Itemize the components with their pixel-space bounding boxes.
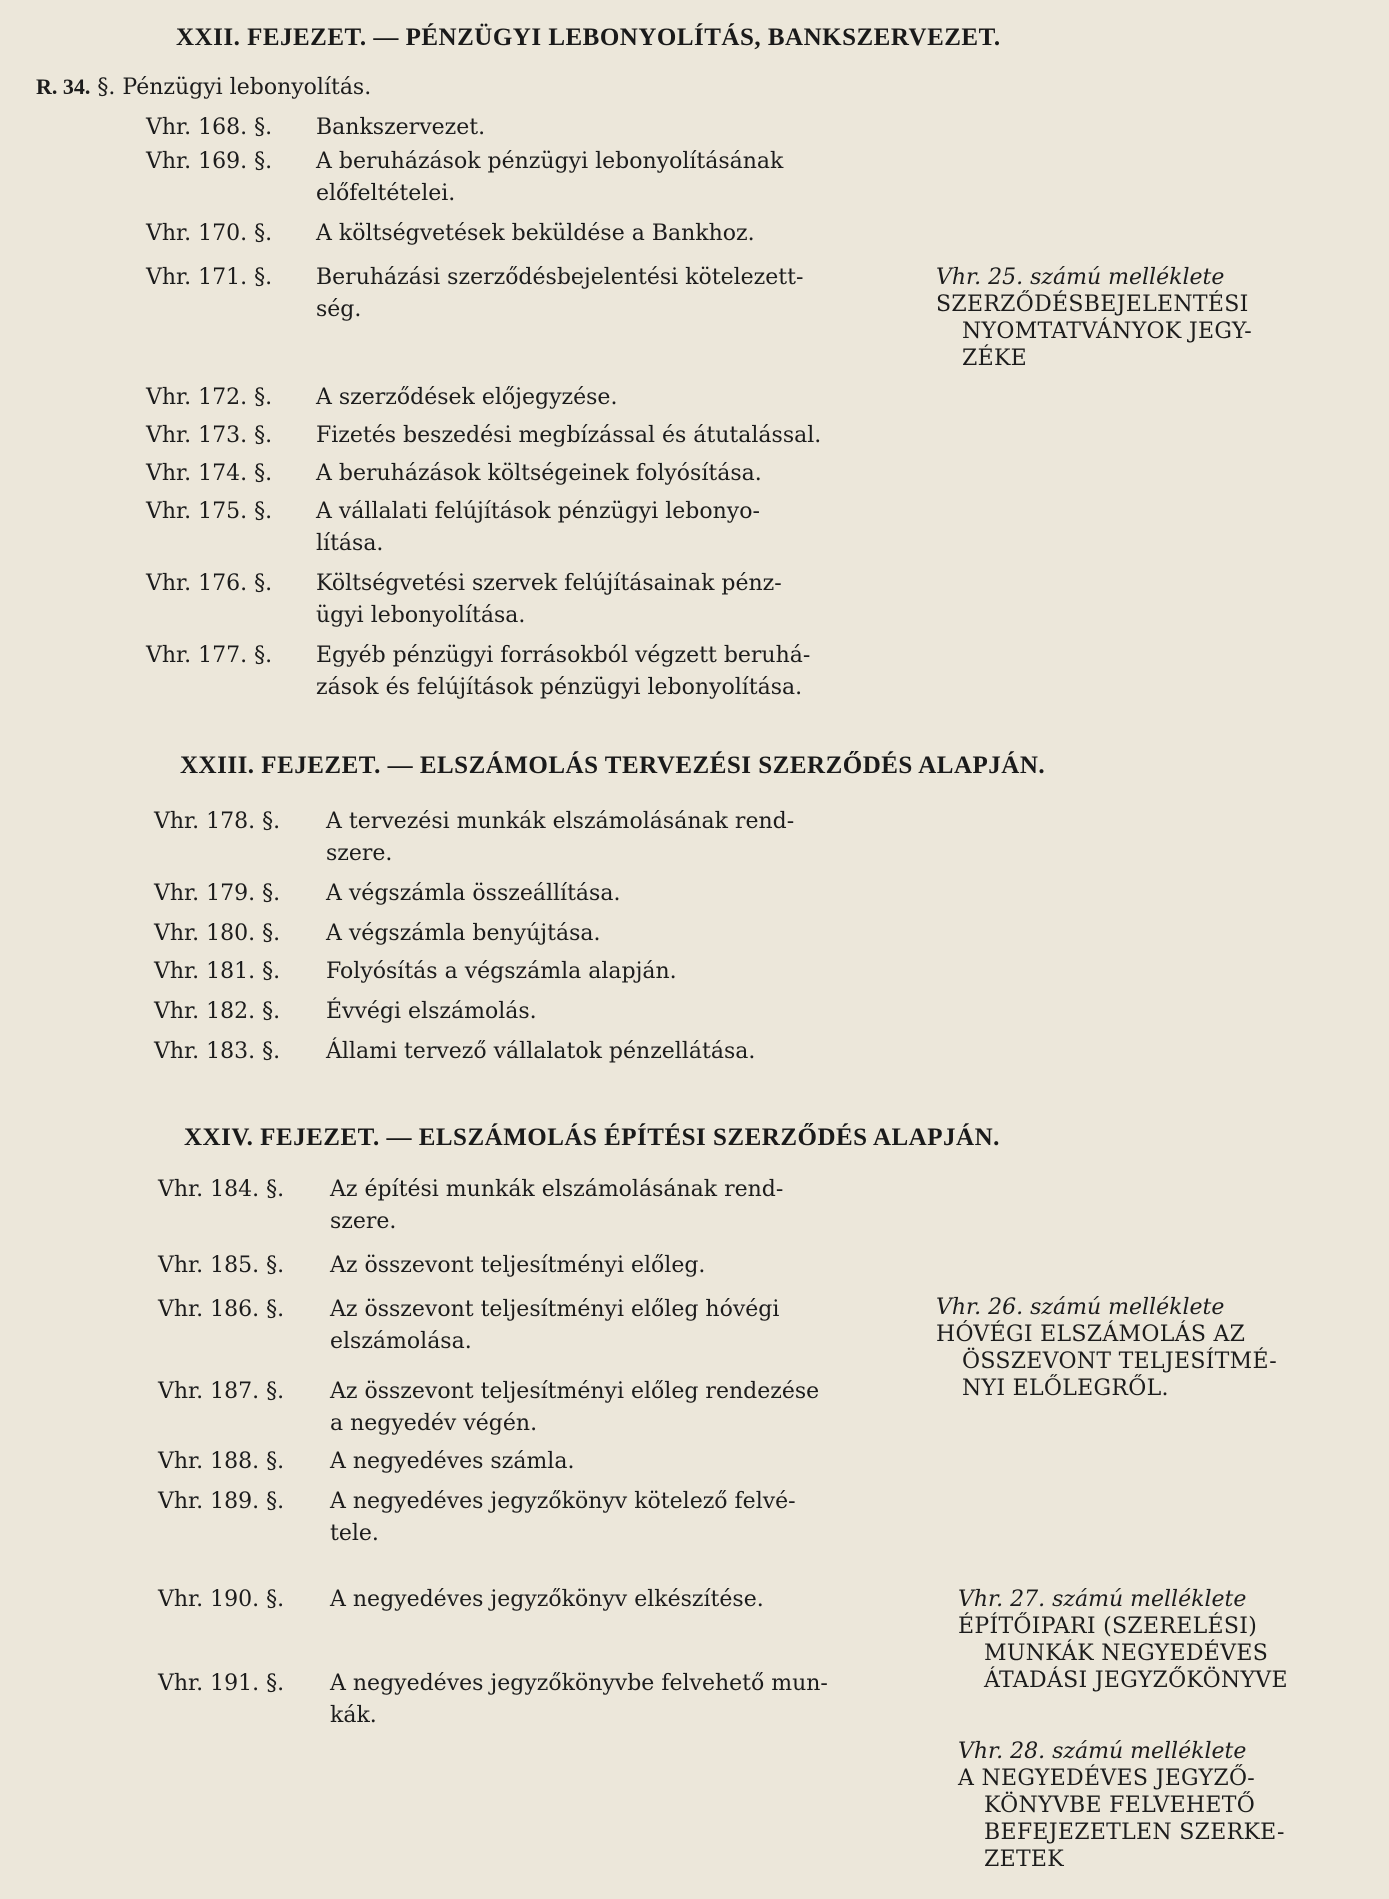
entry-text-line: Az összevont teljesítményi előleg rendezése <box>330 1379 820 1404</box>
entry-text-line: Bankszervezet. <box>316 115 486 140</box>
section-r34 <box>36 74 371 100</box>
annex-28 <box>958 1738 1285 1873</box>
annex-title-line: HÓVÉGI ELSZÁMOLÁS AZ <box>936 1322 1246 1347</box>
entry-text-line: A végszámla benyújtása. <box>326 921 601 946</box>
entry-section-number: Vhr. 183. §. <box>154 1039 281 1064</box>
entry-section-number: Vhr. 178. §. <box>154 809 281 834</box>
entry-text-line: A negyedéves számla. <box>330 1449 575 1474</box>
entry-section-number: Vhr. 190. §. <box>158 1587 285 1612</box>
annex-title-line: ZÉKE <box>962 346 1028 371</box>
entry-text-line: A negyedéves jegyzőkönyv elkészítése. <box>330 1587 764 1612</box>
entry-text-line: A költségvetések beküldése a Bankhoz. <box>316 221 755 246</box>
entry-section-number: Vhr. 186. §. <box>158 1297 285 1322</box>
entry-text-line: lítása. <box>316 531 384 556</box>
entry-section-number: Vhr. 171. §. <box>146 265 273 290</box>
entry-section-number: Vhr. 189. §. <box>158 1489 285 1514</box>
entry-section-number: Vhr. 177. §. <box>146 643 273 668</box>
annex-title-line: NYI ELŐLEGRŐL. <box>962 1376 1169 1401</box>
entry-text-line: Az építési munkák elszámolásának rend- <box>330 1177 784 1202</box>
section-r34-number: R. 34. <box>36 74 91 99</box>
entry-text-line: Folyósítás a végszámla alapján. <box>326 959 677 984</box>
entry-text-line: kák. <box>330 1703 377 1728</box>
entry-section-number: Vhr. 188. §. <box>158 1449 285 1474</box>
chapter-heading-xxiii: XXIII. FEJEZET. — ELSZÁMOLÁS TERVEZÉSI SZERZŐDÉS ALAPJÁN. <box>180 752 1046 779</box>
entry-text-line: A beruházások költségeinek folyósítása. <box>316 461 762 486</box>
entry-section-number: Vhr. 182. §. <box>154 999 281 1024</box>
entry-text-line: A negyedéves jegyzőkönyvbe felvehető mun- <box>330 1671 828 1696</box>
annex-title-line: A NEGYEDÉVES JEGYZŐ- <box>958 1766 1256 1791</box>
entry-section-number: Vhr. 173. §. <box>146 423 273 448</box>
entry-section-number: Vhr. 185. §. <box>158 1253 285 1278</box>
entry-text-line: A végszámla összeállítása. <box>326 881 621 906</box>
entry-text-line: Évvégi elszámolás. <box>326 999 537 1024</box>
annex-title-line: ÁTADÁSI JEGYZŐKÖNYVE <box>984 1668 1288 1693</box>
entry-section-number: Vhr. 191. §. <box>158 1671 285 1696</box>
annex-title-line: ÖSSZEVONT TELJESÍTMÉ- <box>962 1349 1277 1374</box>
entry-text-line: tele. <box>330 1521 379 1546</box>
annex-title-line: ÉPÍTŐIPARI (SZERELÉSI) <box>958 1614 1258 1639</box>
entry-section-number: Vhr. 184. §. <box>158 1177 285 1202</box>
entry-section-number: Vhr. 174. §. <box>146 461 273 486</box>
entry-text-line: Állami tervező vállalatok pénzellátása. <box>326 1039 756 1064</box>
entry-text-line: Az összevont teljesítményi előleg. <box>330 1253 706 1278</box>
entry-section-number: Vhr. 172. §. <box>146 385 273 410</box>
entry-text-line: A negyedéves jegyzőkönyv kötelező felvé- <box>330 1489 796 1514</box>
annex-caption: Vhr. 26. számú melléklete <box>936 1295 1225 1320</box>
entry-text-line: A beruházások pénzügyi lebonyolításának <box>316 149 784 174</box>
chapter-heading-xxiv: XXIV. FEJEZET. — ELSZÁMOLÁS ÉPÍTÉSI SZERZŐDÉS ALAPJÁN. <box>184 1124 1000 1151</box>
entry-text-line: A szerződések előjegyzése. <box>316 385 618 410</box>
entry-text-line: zások és felújítások pénzügyi lebonyolítása. <box>316 675 803 700</box>
entry-text-line: szere. <box>326 841 393 866</box>
annex-title-line: KÖNYVBE FELVEHETŐ <box>984 1793 1256 1818</box>
entry-text-line: a negyedév végén. <box>330 1411 538 1436</box>
entry-section-number: Vhr. 175. §. <box>146 499 273 524</box>
annex-title-line: SZERZŐDÉSBEJELENTÉSI <box>936 292 1249 317</box>
entry-text-line: A vállalati felújítások pénzügyi lebonyo- <box>316 499 760 524</box>
entry-text-line: előfeltételei. <box>316 181 456 206</box>
annex-caption: Vhr. 27. számú melléklete <box>958 1587 1247 1612</box>
entry-section-number: Vhr. 180. §. <box>154 921 281 946</box>
entry-text-line: Egyéb pénzügyi forrásokból végzett beruhá- <box>316 643 811 668</box>
entry-text-line: Az összevont teljesítményi előleg hóvégi <box>330 1297 780 1322</box>
annex-title-line: BEFEJEZETLEN SZERKE- <box>984 1820 1285 1845</box>
entry-text-line: Költségvetési szervek felújításainak pénz- <box>316 571 782 596</box>
entry-section-number: Vhr. 169. §. <box>146 149 273 174</box>
entry-section-number: Vhr. 179. §. <box>154 881 281 906</box>
entry-section-number: Vhr. 170. §. <box>146 221 273 246</box>
annex-caption: Vhr. 25. számú melléklete <box>936 265 1225 290</box>
annex-27 <box>958 1586 1288 1694</box>
annex-25 <box>936 264 1252 372</box>
chapter-heading-xxii: XXII. FEJEZET. — PÉNZÜGYI LEBONYOLÍTÁS, BANKSZERVEZET. <box>176 24 1001 51</box>
entry-text-line: Fizetés beszedési megbízással és átutalással. <box>316 423 822 448</box>
annex-title-line: ZETEK <box>984 1847 1065 1872</box>
entry-section-number: Vhr. 181. §. <box>154 959 281 984</box>
annex-26 <box>936 1294 1277 1402</box>
entry-section-number: Vhr. 168. §. <box>146 115 273 140</box>
entry-text-line: ügyi lebonyolítása. <box>316 603 526 628</box>
entry-text-line: elszámolása. <box>330 1329 472 1354</box>
entry-text-line: A tervezési munkák elszámolásának rend- <box>326 809 795 834</box>
section-r34-text: §. Pénzügyi lebonyolítás. <box>97 75 372 100</box>
entry-text-line: Beruházási szerződésbejelentési kötelezett- <box>316 265 804 290</box>
annex-title-line: MUNKÁK NEGYEDÉVES <box>984 1641 1269 1666</box>
annex-caption: Vhr. 28. számú melléklete <box>958 1739 1247 1764</box>
entry-section-number: Vhr. 176. §. <box>146 571 273 596</box>
annex-title-line: NYOMTATVÁNYOK JEGY- <box>962 319 1252 344</box>
entry-text-line: ség. <box>316 297 362 322</box>
entry-section-number: Vhr. 187. §. <box>158 1379 285 1404</box>
entry-text-line: szere. <box>330 1209 397 1234</box>
